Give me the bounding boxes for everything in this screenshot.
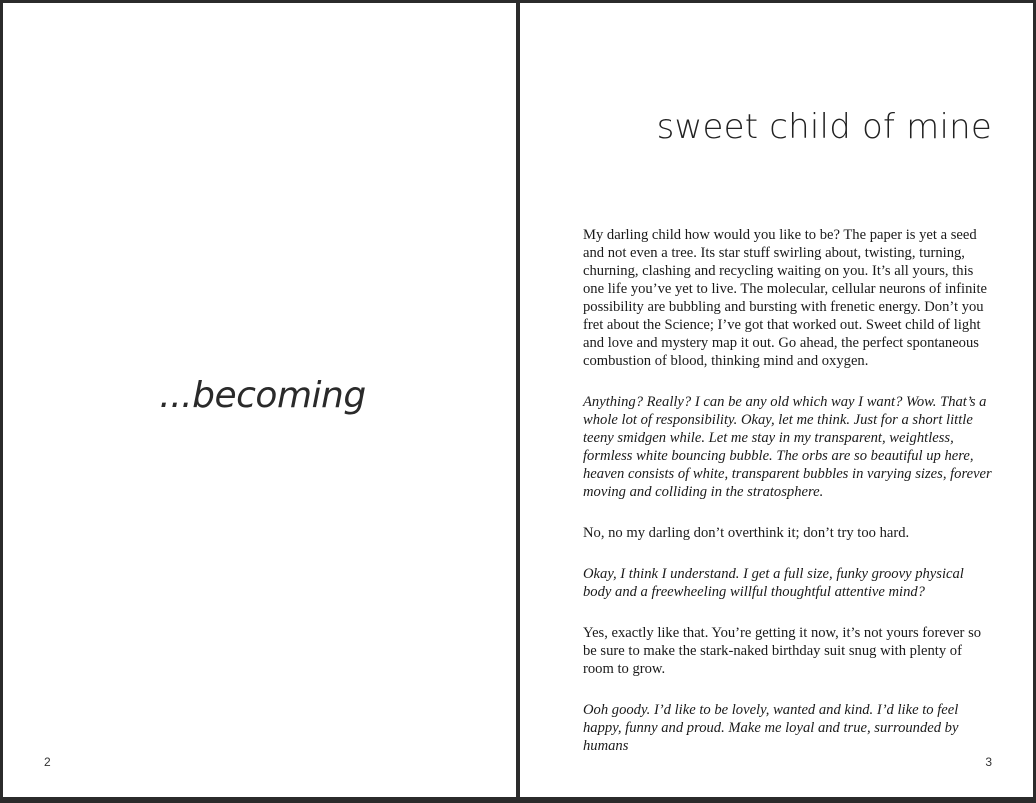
paragraph: Ooh goody. I’d like to be lovely, wanted and kind. I’d like to feel happy, funny and proud. Make me loyal and true, surrounded by humans xyxy=(583,702,959,754)
chapter-title: sweet child of mine xyxy=(656,107,992,147)
chapter-body xyxy=(583,226,993,778)
right-page xyxy=(520,3,1033,797)
section-title: ...becoming xyxy=(159,375,366,416)
page-number-right: 3 xyxy=(985,755,992,769)
page-number-left: 2 xyxy=(44,755,51,769)
paragraph: Anything? Really? I can be any old which way I want? Wow. That’s a whole lot of responsibility. Okay, let me think. Just for a short little teeny smidgen while. Let me stay in my transparent, weightless, formless white bouncing bubble. The orbs are so beautiful up here, heaven consists of white, transparent bubbles in varying sizes, forever moving and colliding in the stratosphere. xyxy=(583,394,992,500)
paragraph: My darling child how would you like to be? The paper is yet a seed and not even a tree. Its star stuff swirling about, twisting, turning, churning, clashing and recycling waiting on you. It’s all yours, this one life you’ve yet to live. The molecular, cellular neurons of infinite possibility are bubbling and bursting with frenetic energy. Don’t you fret about the Science; I’ve got that worked out. Sweet child of light and love and mystery map it out. Go ahead, the perfect spontaneous combustion of blood, thinking mind and oxygen. xyxy=(583,227,987,369)
paragraph: Yes, exactly like that. You’re getting it now, it’s not yours forever so be sure to make the stark-naked birthday suit snug with plenty of room to grow. xyxy=(583,625,982,677)
paragraph: Okay, I think I understand. I get a full size, funky groovy physical body and a freewheeling willful thoughtful attentive mind? xyxy=(583,566,964,600)
left-page xyxy=(3,3,516,797)
paragraph: No, no my darling don’t overthink it; don’t try too hard. xyxy=(583,525,910,541)
